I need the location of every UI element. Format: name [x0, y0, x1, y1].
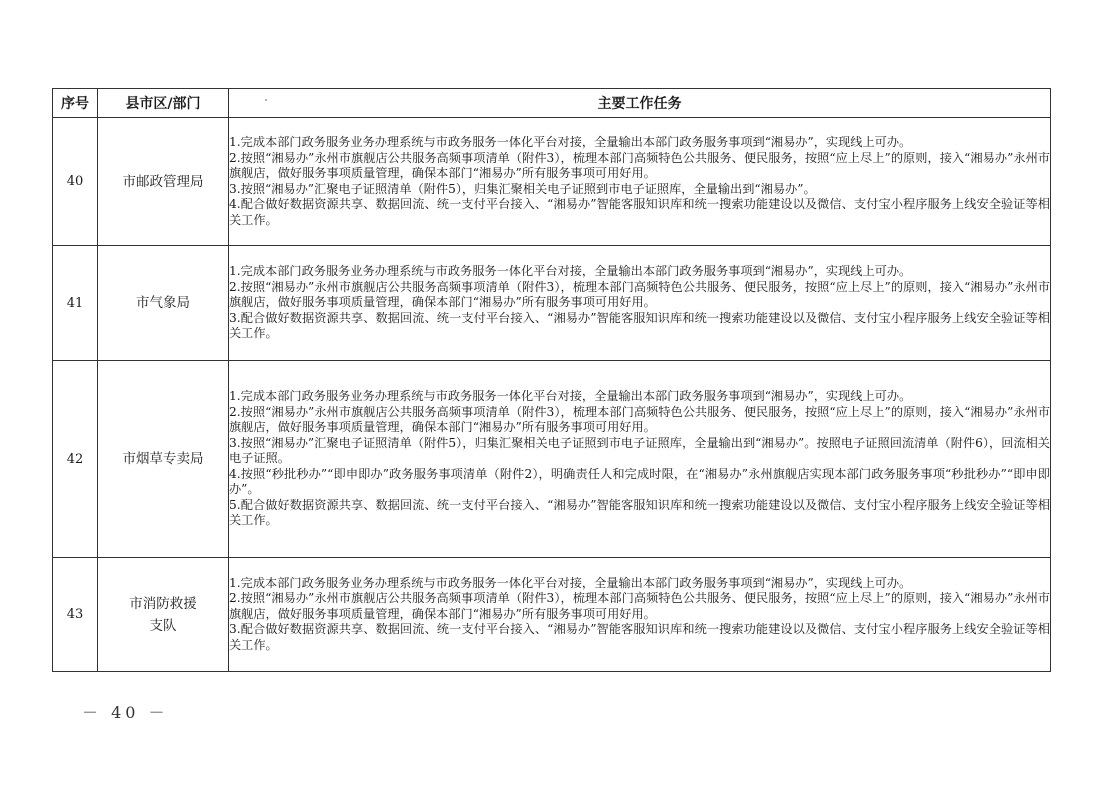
task-item: 2.按照“湘易办”永州市旗舰店公共服务高频事项清单（附件3），梳理本部门高频特色公共服务、便民服务，按照“应上尽上”的原则，接入“湘易办”永州市旗舰店，做好服务事项质量管理，确保本部门“湘易办”所有服务事项可用好用。 — [229, 404, 1050, 435]
task-item: 3.按照“湘易办”汇聚电子证照清单（附件5），归集汇聚相关电子证照到市电子证照库，全量输出到“湘易办”。 — [229, 181, 816, 196]
table-header-row — [53, 89, 1051, 118]
task-item: 1.完成本部门政务服务业务办理系统与市政务服务一体化平台对接，全量输出本部门政务服务事项到“湘易办”，实现线上可办。 — [229, 575, 912, 590]
table-row — [53, 361, 1051, 558]
task-item: 3.配合做好数据资源共享、数据回流、统一支付平台接入、“湘易办”智能客服知识库和统一搜索功能建设以及微信、支付宝小程序服务上线安全验证等相关工作。 — [229, 310, 1050, 341]
task-item: 5.配合做好数据资源共享、数据回流、统一支付平台接入、“湘易办”智能客服知识库和统一搜索功能建设以及微信、支付宝小程序服务上线安全验证等相关工作。 — [229, 497, 1050, 528]
header-no: 序号 — [53, 89, 98, 118]
row-number: 40 — [53, 118, 98, 246]
table-row — [53, 118, 1051, 246]
task-item: 1.完成本部门政务服务业务办理系统与市政务服务一体化平台对接，全量输出本部门政务服务事项到“湘易办”，实现线上可办。 — [229, 389, 912, 404]
task-item: 1.完成本部门政务服务业务办理系统与市政务服务一体化平台对接，全量输出本部门政务服务事项到“湘易办”，实现线上可办。 — [229, 135, 912, 149]
dept-line: 支队 — [149, 617, 177, 634]
header-task: 主要工作任务 — [229, 89, 1051, 118]
task-item: 3.按照“湘易办”汇聚电子证照清单（附件5），归集汇聚相关电子证照到市电子证照库，全量输出到“湘易办”。按照电子证照回流清单（附件6），回流相关电子证照。 — [229, 435, 1050, 466]
row-dept: 市烟草专卖局 — [98, 361, 229, 558]
row-tasks — [229, 361, 1051, 558]
row-number: 41 — [53, 246, 98, 361]
task-item: 3.配合做好数据资源共享、数据回流、统一支付平台接入、“湘易办”智能客服知识库和统一搜索功能建设以及微信、支付宝小程序服务上线安全验证等相关工作。 — [229, 622, 1050, 652]
task-item: 4.按照“秒批秒办”“即申即办”政务服务事项清单（附件2），明确责任人和完成时限，在“湘易办”永州旗舰店实现本部门政务服务事项“秒批秒办”“即申即办”。 — [229, 466, 1050, 497]
row-tasks — [229, 118, 1051, 246]
row-number: 43 — [53, 558, 98, 672]
row-dept: 市邮政管理局 — [98, 118, 229, 246]
task-item: 2.按照“湘易办”永州市旗舰店公共服务高频事项清单（附件3），梳理本部门高频特色公共服务、便民服务，按照“应上尽上”的原则，接入“湘易办”永州市旗舰店，做好服务事项质量管理，确保本部门“湘易办”所有服务事项可用好用。 — [229, 279, 1050, 310]
row-dept: 市气象局 — [98, 246, 229, 361]
row-tasks — [229, 558, 1051, 672]
dept-line: 市消防救援 — [129, 595, 197, 612]
header-dept: 县市区/部门 — [98, 89, 229, 118]
task-item: 4.配合做好数据资源共享、数据回流、统一支付平台接入、“湘易办”智能客服知识库和统一搜索功能建设以及微信、支付宝小程序服务上线安全验证等相关工作。 — [229, 197, 1050, 227]
table-row — [53, 558, 1051, 672]
task-table — [52, 88, 1051, 672]
row-number: 42 — [53, 361, 98, 558]
task-item: 2.按照“湘易办”永州市旗舰店公共服务高频事项清单（附件3），梳理本部门高频特色公共服务、便民服务，按照“应上尽上”的原则，接入“湘易办”永州市旗舰店，做好服务事项质量管理，确保本部门“湘易办”所有服务事项可用好用。 — [229, 150, 1050, 180]
row-tasks — [229, 246, 1051, 361]
row-dept — [98, 558, 229, 672]
page-number: － 40 － — [82, 703, 169, 722]
task-item: 1.完成本部门政务服务业务办理系统与市政务服务一体化平台对接，全量输出本部门政务服务事项到“湘易办”，实现线上可办。 — [229, 264, 912, 279]
table-row — [53, 246, 1051, 361]
task-item: 2.按照“湘易办”永州市旗舰店公共服务高频事项清单（附件3），梳理本部门高频特色公共服务、便民服务，按照“应上尽上”的原则，接入“湘易办”永州市旗舰店，做好服务事项质量管理，确保本部门“湘易办”所有服务事项可用好用。 — [229, 591, 1050, 621]
